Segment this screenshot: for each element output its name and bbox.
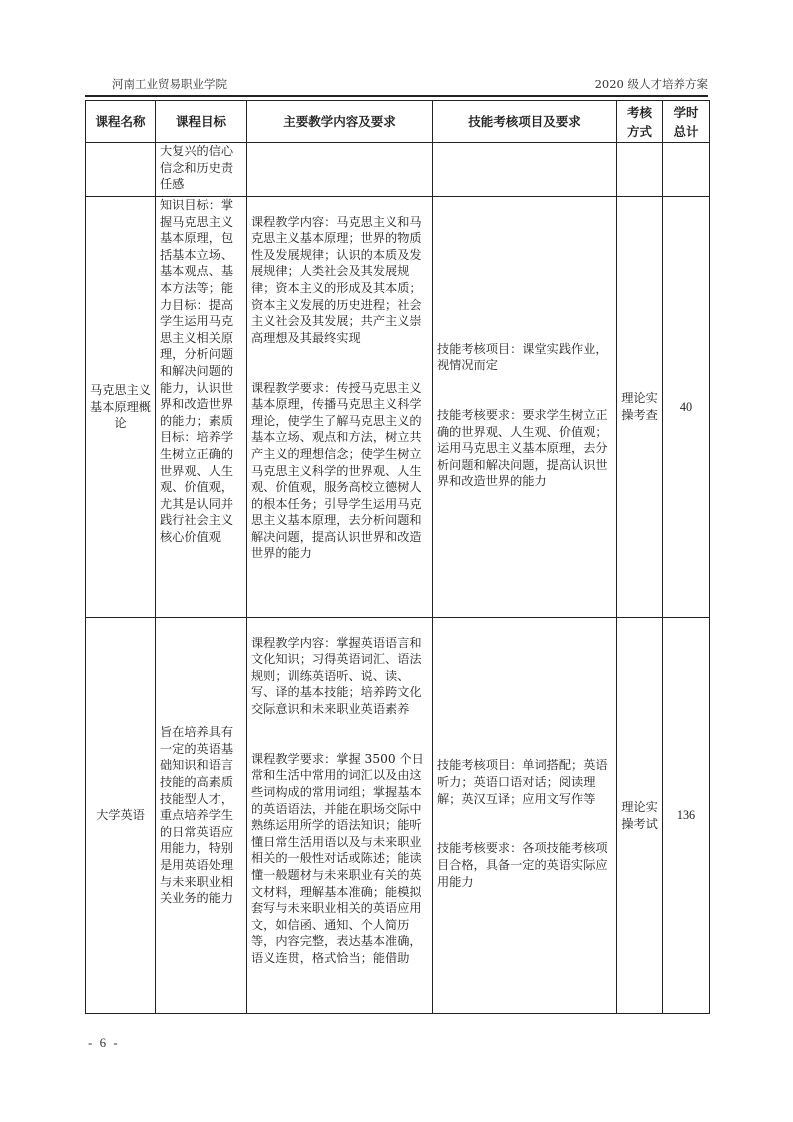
total-hours-header-text: 学时总计 [673, 104, 699, 139]
skill-requirements-text: 技能考核要求：各项技能考核项目合格，具备一定的英语实际应用能力 [437, 841, 608, 889]
main-content-cell [247, 618, 433, 1014]
curriculum-table [85, 100, 710, 1014]
header-rule [85, 95, 708, 97]
paragraph-gap [251, 346, 428, 363]
teaching-requirements-text: 课程教学要求：掌握 3500 个日常和生活中常用的词汇以及由这些词构成的常用词组；掌握基本的英语语法，并能在职场交际中熟练运用所学的语法知识；能听懂日常生活用语以及与未来职业相关的一般性对话或陈述；能读懂一般题材与未来职业有关的英文材料，理解基本准确；能模拟套写与未来职业相关的英语应用文，如信函、通知、个人简历等，内容完整，表达基本准确，语义连贯，格式恰当；能借助 [251, 751, 424, 965]
table-row [86, 197, 710, 618]
assessment-method-header-text: 考核方式 [626, 104, 652, 139]
column-header-main-content: 主要教学内容及要求 [247, 101, 433, 143]
teaching-content-text: 课程教学内容：马克思主义和马克思主义基本原理；世界的物质性及发展规律；认识的本质及发展规律；人类社会及其发展规律；资本主义的形成及其本质；资本主义发展的历史进程；社会主义社会及其发展；共产主义崇高理想及其最终实现 [251, 214, 422, 345]
table-header-row [86, 101, 710, 143]
paragraph-gap [437, 807, 612, 824]
skill-requirements-text: 技能考核要求：要求学生树立正确的世界观、人生观、价值观；运用马克思主义基本原理，去分析问题和解决问题，提高认识世界和改造世界的能力 [437, 408, 608, 489]
skill-items-text: 技能考核项目：单词搭配；英语听力；英语口语对话；阅读理解；英汉互译；应用文写作等 [437, 758, 608, 806]
skill-assessment-cell [433, 618, 617, 1014]
main-content-cell [247, 143, 433, 197]
column-header-total-hours [663, 101, 710, 143]
teaching-content-text: 课程教学内容：掌握英语语言和文化知识；习得英语词汇、语法规则；训练英语听、说、读、写、译的基本技能；培养跨文化交际意识和未来职业英语素养 [251, 635, 422, 716]
page-number: - 6 - [88, 1035, 120, 1050]
skill-items-text: 技能考核项目：课堂实践作业，视情况而定 [437, 341, 608, 373]
header-institution: 河南工业贸易职业学院 [112, 77, 227, 91]
total-hours-cell [663, 143, 710, 197]
total-hours-cell: 136 [663, 618, 710, 1014]
column-header-assessment-method [617, 101, 663, 143]
header-document-title: 2020 级人才培养方案 [594, 77, 708, 91]
course-name-cell: 大学英语 [86, 618, 156, 1014]
column-header-course-name: 课程名称 [86, 101, 156, 143]
total-hours-cell: 40 [663, 197, 710, 618]
course-goal-cell: 旨在培养具有一定的英语基础知识和语言技能的高素质技能型人才，重点培养学生的日常英语应用能力，特别是用英语处理与未来职业相关业务的能力 [156, 618, 247, 1014]
course-goal-cell: 大复兴的信心信念和历史责任感 [156, 143, 247, 197]
column-header-course-goal: 课程目标 [156, 101, 247, 143]
course-name-cell [86, 143, 156, 197]
skill-assessment-cell [433, 143, 617, 197]
course-goal-cell: 知识目标：掌握马克思主义基本原理，包括基本立场、基本观点、基本方法等；能力目标：提高学生运用马克思主义相关原理，分析问题和解决问题的能力，认识世界和改造世界的能力；素质目标：培养学生树立正确的世界观、人生观、价值观，尤其是认同并践行社会主义核心价值观 [156, 197, 247, 618]
main-content-cell [247, 197, 433, 618]
assessment-method-cell: 理论实操考试 [617, 618, 663, 1014]
assessment-method-cell [617, 143, 663, 197]
assessment-method-cell: 理论实操考查 [617, 197, 663, 618]
table-row [86, 143, 710, 197]
skill-assessment-cell [433, 197, 617, 618]
table-row [86, 618, 710, 1014]
teaching-requirements-text: 课程教学要求：传授马克思主义基本原理，传播马克思主义科学理论，使学生了解马克思主义的基本立场、观点和方法，树立共产主义的理想信念；使学生树立马克思主义科学的世界观、人生观、价值观，服务高校立德树人的根本任务；引导学生运用马克思主义基本原理，去分析问题和解决问题，提高认识世界和改造世界的能力 [251, 380, 422, 561]
column-header-skill-assessment: 技能考核项目及要求 [433, 101, 617, 143]
paragraph-gap [437, 374, 612, 391]
paragraph-gap [251, 718, 428, 735]
course-name-cell: 马克思主义基本原理概论 [86, 197, 156, 618]
